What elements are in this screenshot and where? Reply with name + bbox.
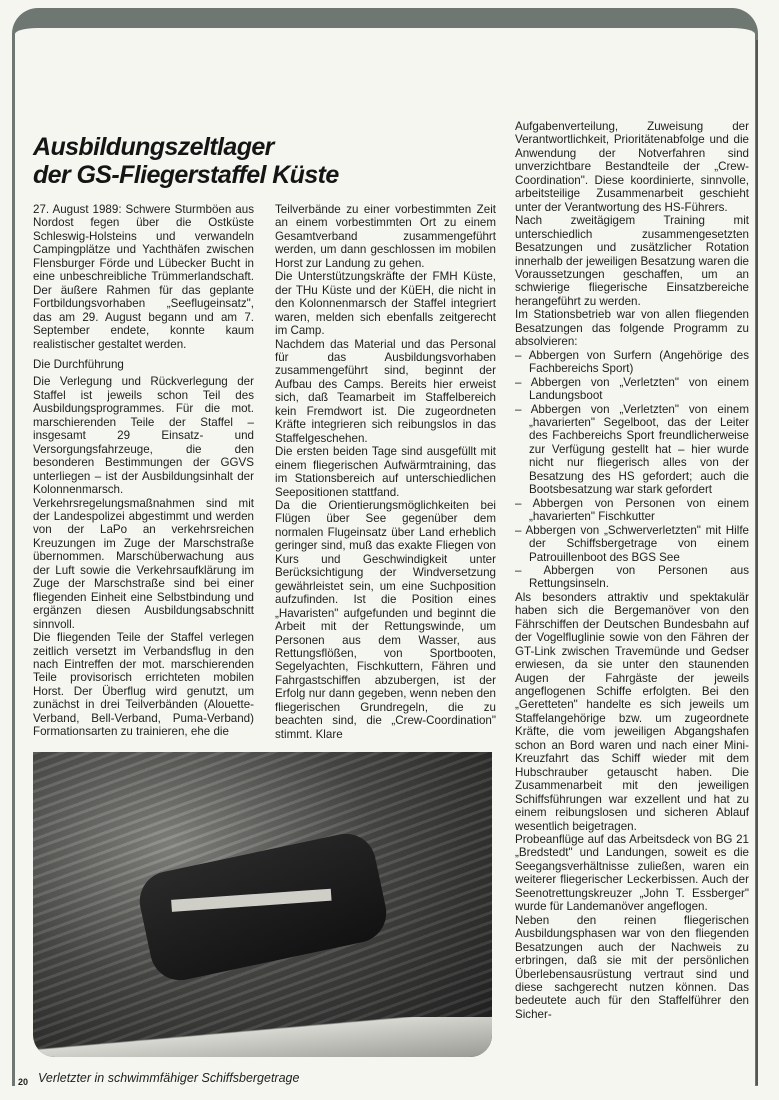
title-line-1: Ausbildungszeltlager (33, 133, 274, 161)
list-item: – Abbergen von „Verletzten" von einem Landungsboot (515, 376, 749, 403)
paragraph: Nachdem das Material und das Personal für das Ausbildungsvorhaben zusammengeführt sind, beginnt der Aufbau des Camps. Bereits hier erweist sich, daß Teamarbeit im Staffelbereich kein Fremdwort ist. Die zugeordneten Kräfte integrieren sich reibungslos in das Staffelgeschehen. (275, 337, 496, 445)
paragraph: Probeanflüge auf das Arbeitsdeck von BG 21 „Bredstedt" und Landungen, soweit es die Seegangsverhältnisse zuließen, waren ein weiterer fliegerischer Leckerbissen. Auch der Seenotrettungskreuzer „John T. Essberger" wurde für Landemanöver angeflogen. (515, 833, 749, 914)
paragraph: Die Verlegung und Rückverlegung der Staffel ist jeweils schon Teil des Ausbildungsprogrammes. Für die mot. marschierenden Teile der Staffel – insgesamt 29 Einsatz- und Versorgungsfahrzeuge, die den besonderen Bestimmungen der GGVS unterliegen – ist der Ausbildungsinhalt der Kolonnenmarsch. Verkehrsregelungsmaßnahmen sind mit der Landespolizei abgestimmt und werden von der LaPo an verkehrsreichen Kreuzungen im Zuge der Marschstraße übernommen. Marschüberwachung aus der Luft sowie die Verkehrsaufklärung im Zuge der Marschstraße sind bei einer fliegenden Einheit eine Selbstbindung und ergänzen diesen Ausbildungsabschnitt sinnvoll. (33, 375, 254, 631)
title-line-2: der GS-Fliegerstaffel Küste (33, 161, 339, 189)
article-title (33, 133, 339, 189)
column-2 (275, 203, 496, 741)
list-item: – Abbergen von Personen aus Rettungsinseln. (515, 564, 749, 591)
list-item: – Abbergen von „Verletzten" von einem „havarierten" Segelboot, das der Leiter des Fachbereichs Sport freundlicherweise zur Verfügung gestellt hat – hier wurde nicht nur fliegerisch alles von der Besatzung des HS gefordert; auch die Bootsbesatzung war stark gefordert (515, 403, 749, 497)
list-item: – Abbergen von „Schwerverletzten" mit Hilfe der Schiffsbergetrage von einem Patrouillenboot des BGS See (515, 524, 749, 564)
paragraph: Die ersten beiden Tage sind ausgefüllt mit einem fliegerischen Aufwärmtraining, das im Stationsbereich auf unterschiedlichen Seepositionen stattfand. (275, 445, 496, 499)
paragraph: Die fliegenden Teile der Staffel verlegen zeitlich versetzt im Verbandsflug in den nach Eintreffen der mot. marschierenden Teile provisorisch errichteten mobilen Horst. Der Überflug wird genutzt, um zunächst in drei Teilverbänden (Alouette-Verband, Bell-Verband, Puma-Verband) Formationsarten zu trainieren, ehe die (33, 631, 254, 739)
column-3 (515, 120, 749, 1021)
paragraph: Aufgabenverteilung, Zuweisung der Verantwortlichkeit, Prioritätenabfolge und die Anwendung der Notverfahren sind unverzichtbare Bestandteile der „Crew-Coordination". Diese koordinierte, sinnvolle, arbeitsteilige Zusammenarbeit geschieht unter der Verantwortung des HS-Führers. (515, 120, 749, 214)
paragraph: Als besonders attraktiv und spektakulär haben sich die Bergemanöver von den Fährschiffen der Deutschen Bundesbahn auf der Vogelfluglinie sowie von den Fähren der GT-Link zwischen Travemünde und Gedser erwiesen, da sie unter den staunenden Augen der Fahrgäste der jeweils angeflogenen Schiffe erfolgten. Bei den „Geretteten" handelte es sich jeweils um Staffelangehörige bzw. um zugeordnete Kräfte, die vom jeweiligen Abgangshafen schon an Bord waren und nach einer Mini-Kreuzfahrt das Schiff wieder mit dem Hubschrauber getauscht haben. Die Zusammenarbeit mit den jeweiligen Schiffsführungen war exzellent und hat zu einem reibungslosen und sicheren Ablauf wesentlich beigetragen. (515, 590, 749, 833)
paragraph: Im Stationsbetrieb war von allen fliegenden Besatzungen das folgende Programm zu absolvieren: (515, 308, 749, 349)
list-item: – Abbergen von Surfern (Angehörige des Fachbereichs Sport) (515, 349, 749, 376)
paragraph: Da die Orientierungsmöglichkeiten bei Flügen über See gegenüber dem normalen Flugeinsatz über Land erheblich geringer sind, muß das exakte Fliegen von Kurs und Geschwindigkeit unter Berücksichtigung der Windversetzung gewährleistet sein, um eine Suchposition aufzufinden. Ist die Position eines „Havaristen" aufgefunden und beginnt die Arbeit mit der Rettungswinde, um Personen aus dem Wasser, aus Rettungsflößen, von Sportbooten, Segelyachten, Fischkuttern, Fähren und Fahrgastschiffen abzubergen, ist der Erfolg nur dann gegeben, wenn neben den fliegerischen Grundregeln, die zu beachten sind, die „Crew-Coordination" stimmt. Klare (275, 498, 496, 741)
paragraph: Teilverbände zu einer vorbestimmten Zeit an einem vorbestimmten Ort zu einem Gesamtverband zusammengeführt werden, um dann geschlossen im mobilen Horst zur Landung zu gehen. (275, 203, 496, 270)
column-1 (33, 203, 254, 739)
photo-caption: Verletzter in schwimmfähiger Schiffsbergetrage (38, 1071, 300, 1085)
paragraph: Die Unterstützungskräfte der FMH Küste, der THu Küste und der KüEH, die nicht in den Kolonnenmarsch der Staffel integriert waren, melden sich ebenfalls zeitgerecht im Camp. (275, 270, 496, 338)
page-number: 20 (18, 1077, 29, 1087)
photo-boat-rail (33, 1017, 492, 1057)
paragraph: 27. August 1989: Schwere Sturmböen aus Nordost fegen über die Ostküste Schleswig-Holsteins und verwandeln Campingplätze und Yachthäfen zwischen Flensburger Förde und Lübecker Bucht in eine unbeschreibliche Trümmerlandschaft. Der äußere Rahmen für das geplante Fortbildungsvorhaben „Seeflugeinsatz", das am 29. August begann und am 7. September endete, konnte kaum realistischer gestaltet werden. (33, 203, 254, 351)
paragraph: Nach zweitägigem Training mit unterschiedlich zusammengesetzten Besatzungen und zusätzlicher Rotation innerhalb der jeweiligen Besatzung waren die Voraussetzungen geschaffen, um an schwierige fliegerische Einsatzbereiche herangeführt zu werden. (515, 214, 749, 308)
list-item: – Abbergen von Personen von einem „havarierten" Fischkutter (515, 497, 749, 524)
program-list (515, 349, 749, 591)
photo-rescue-stretcher (33, 752, 492, 1057)
subheading: Die Durchführung (33, 357, 124, 371)
paragraph: Neben den reinen fliegerischen Ausbildungsphasen war von den fliegenden Besatzungen auch der Nachweis zu erbringen, daß sie mit der persönlichen Überlebensausrüstung vertraut sind und diese sachgerecht nutzen können. Das bedeutete auch für den Staffelführer den Sicher- (515, 913, 749, 1021)
column-rule (756, 40, 758, 1085)
